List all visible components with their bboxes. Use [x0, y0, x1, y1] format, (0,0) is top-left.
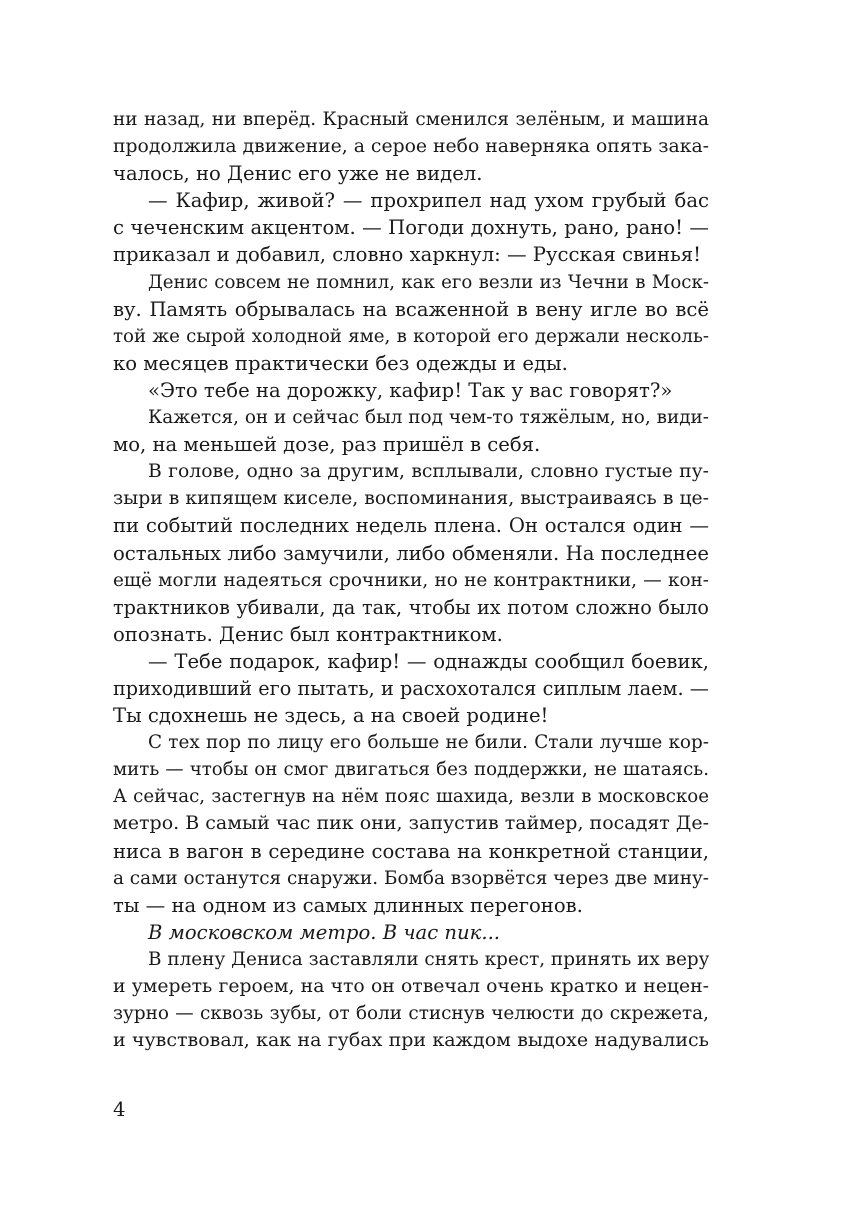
text-line: Ты сдохнешь не здесь, а на своей родине!: [113, 704, 549, 728]
text-line: ещё могли надеяться срочники, но не контрактники, — кон-: [113, 569, 709, 591]
text-line: ни назад, ни вперёд. Красный сменился зелёным, и машина: [113, 109, 709, 130]
text-line: мить — чтобы он смог двигаться без поддержки, не шатаясь.: [113, 759, 709, 781]
text-line: продолжила движение, а серое небо наверняка опять зака-: [113, 136, 709, 158]
text-line: и умереть героем, на что он отвечал очень кратко и нецен-: [113, 976, 709, 997]
text-line: ниса в вагон в середине состава на конкретной станции,: [113, 839, 709, 863]
text-line: с чеченским акцентом. — Погоди дохнуть, рано, рано! —: [113, 216, 709, 240]
text-line: пи событий последних недель плена. Он остался один —: [113, 514, 709, 538]
text-line: — Кафир, живой? — прохрипел над ухом грубый бас: [148, 189, 709, 213]
text-line: В плену Дениса заставляли снять крест, принять их веру: [148, 948, 709, 970]
text-line: А сейчас, застегнув на нём пояс шахида, везли в московское: [113, 786, 709, 808]
body-text: [113, 106, 709, 1054]
text-line: метро. В самый час пик они, запустив таймер, посадят Де-: [113, 812, 709, 835]
text-line: а сами останутся снаружи. Бомба взорвётся через две мину-: [113, 867, 709, 889]
text-line: и чувствовал, как на губах при каждом выдохе надувались: [113, 1029, 709, 1052]
text-line: трактников убивали, да так, чтобы их потом сложно было: [113, 595, 709, 619]
text-line: В московском метро. В час пик...: [148, 920, 501, 944]
text-line: зыри в кипящем киселе, воспоминания, выстраиваясь в це-: [113, 488, 709, 510]
text-line: той же сырой холодной яме, в которой его держали несколь-: [113, 325, 709, 347]
text-line: приходивший его пытать, и расхохотался сиплым лаем. —: [113, 676, 709, 700]
text-line: ву. Память обрывалась на всаженной в вену игле во всё: [113, 297, 709, 321]
text-line: остальных либо замучили, либо обменяли. На последнее: [113, 541, 709, 565]
text-line: Денис совсем не помнил, как его везли из Чечни в Моск-: [148, 271, 709, 293]
text-line: — Тебе подарок, кафир! — однажды сообщил боевик,: [148, 649, 709, 673]
text-line: ко месяцев практически без одежды и еды.: [113, 351, 568, 375]
text-line: Кажется, он и сейчас был под чем-то тяжёлым, но, види-: [148, 407, 709, 429]
text-line: чалось, но Денис его уже не видел.: [113, 162, 483, 186]
text-line: В голове, одно за другим, всплывали, словно густые пу-: [148, 461, 709, 483]
page-number: 4: [113, 1098, 126, 1121]
text-line: зурно — сквозь зубы, от боли стиснув челюсти до скрежета,: [113, 1003, 709, 1025]
text-line: «Это тебе на дорожку, кафир! Так у вас говорят?»: [148, 378, 673, 402]
text-line: приказал и добавил, словно харкнул: — Русская свинья!: [113, 243, 701, 267]
text-line: ты — на одном из самых длинных перегонов.: [113, 893, 583, 917]
text-line: опознать. Денис был контрактником.: [113, 622, 503, 646]
text-line: С тех пор по лицу его больше не били. Стали лучше кор-: [148, 732, 709, 754]
text-line: мо, на меньшей дозе, раз пришёл в себя.: [113, 433, 541, 457]
